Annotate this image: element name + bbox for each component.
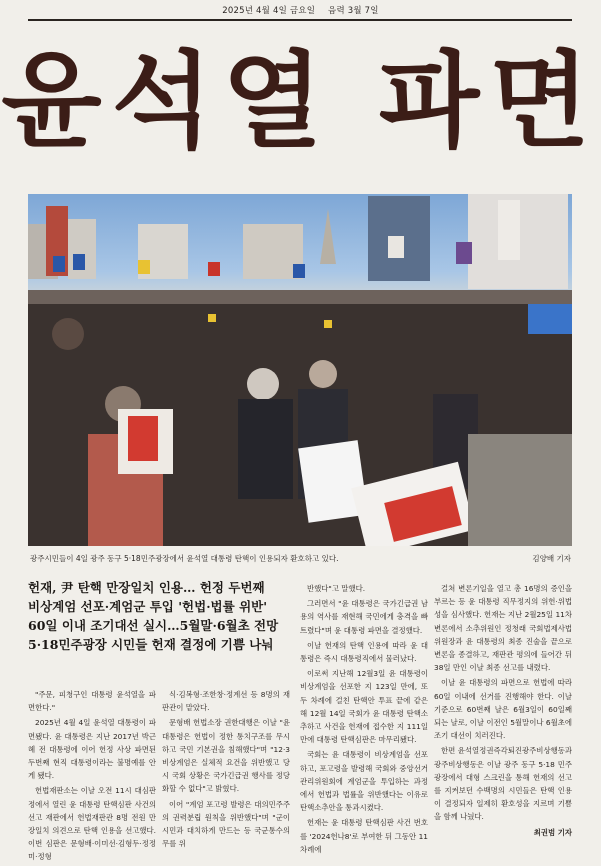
article-column-2 (162, 688, 290, 852)
rally-photo-illustration (28, 194, 572, 546)
flag (388, 236, 404, 258)
article-paragraph: 문형배 헌법소장 권한대행은 이날 "윤 대통령은 헌법이 정한 통치구조를 무시하고 국민 기본권을 침해했다"며 "12·3 비상계엄은 실체적 요건을 위반했고 당시 국회 상황은 국가긴급권 행사를 정당화할 수 없다"고 밝혔다. (162, 718, 290, 794)
subheadlines (28, 578, 290, 654)
article-paragraph: 그러면서 "윤 대통령은 국가긴급권 남용의 역사를 재현해 국민에게 충격을 빠트렸다"며 윤 대통령 파면을 결정했다. (300, 599, 428, 635)
crowd-back (28, 290, 572, 304)
person (309, 360, 337, 388)
flag (456, 242, 472, 264)
dateline-solar: 2025년 4월 4일 금요일 (222, 6, 316, 16)
article-paragraph: 이로써 지난해 12월3일 윤 대통령이 비상계엄을 선포한 지 123일 만에, 또 두 차례에 걸친 탄핵안 투표 끝에 같은 해 12월 14일 국회가 윤 대통령 탄핵소추하고 사건을 헌재에 접수한 지 111일 만에 대통령 탄핵심판은 마무리됐다. (300, 669, 428, 745)
article-paragraph: 이날 헌재의 탄핵 인용에 따라 윤 대통령은 즉시 대통령직에서 물러났다. (300, 640, 428, 664)
article-paragraph: 헌법재판소는 이날 오전 11시 대심판정에서 열린 윤 대통령 탄핵심판 사건의 선고 재판에서 헌법재판관 8명 전원 만장일치 의견으로 탄핵 인용을 선고했다. 이번 심판은 문형배·이미선·김형두·정정미·정형 (28, 786, 156, 862)
article-column-4 (434, 582, 572, 841)
article-paragraph: "주문, 피청구인 대통령 윤석열을 파면한다." (28, 690, 156, 713)
flag (293, 264, 305, 278)
flag (53, 256, 65, 272)
tower (320, 209, 336, 264)
page-headline: 윤석열 파면 (1, 40, 600, 162)
article-column-1 (28, 688, 156, 866)
protest-sign (128, 416, 158, 461)
tent (528, 304, 572, 334)
article-paragraph: 걸쳐 변론기일을 열고 총 16명의 증인을 부르는 등 윤 대통령 직무정지의 위헌·위법성을 심사했다. 헌재는 지난 2월25일 11차 변론에서 소추위원인 정청래 국회법제사법위원장과 윤 대통령의 최종 진술을 끝으로 변론을 종결하고, 재판관 평의에 들어간 뒤 38일 만인 이날 최종 선고를 내렸다. (434, 584, 572, 673)
article-paragraph: 이어 "계엄 포고령 발령은 대의민주주의 권력분립 원칙을 위반했다"며 "군이 시민과 대치하게 만드는 등 국군통수의무를 위 (162, 799, 290, 849)
balloon (208, 314, 216, 322)
photo-caption: 광주시민들이 4일 광주 동구 5·18민주광장에서 윤석열 대통령 탄핵이 인용되자 환호하고 있다. (30, 554, 339, 563)
article-byline: 최권범 기자 (533, 827, 572, 837)
article-paragraph: 한편 윤석열정권즉각퇴진광주비상행동과 광주비상행동은 이날 광주 동구 5·18 민주광장에서 대형 스크린을 통해 헌재의 선고를 지켜보던 수백명의 시민들은 탄핵 인용이 결정되자 일제히 환호성을 지르며 기쁨을 함께 나눴다. (434, 746, 572, 822)
subheadline: 비상계엄 선포·계엄군 투입 '헌법·법률 위반' (28, 599, 268, 614)
news-photo[interactable] (28, 194, 572, 546)
top-rule (28, 19, 572, 21)
flag (73, 254, 85, 270)
dateline (0, 4, 601, 16)
article-paragraph: 이날 윤 대통령의 파면으로 헌법에 따라 60일 이내에 선거를 진행해야 한다. 이날 기준으로 60번째 날은 6월3일이 60일째 되는 날로, 이날 이전인 5월말이나 6월초에 조기 대선이 치러진다. (434, 678, 572, 741)
subheadline: 60일 이내 조기대선 실시…5월말·6월초 전망 (28, 618, 279, 633)
flag (138, 260, 150, 274)
subheadline: 헌재, 尹 탄핵 만장일치 인용… 헌정 두번째 (28, 580, 265, 595)
flag (208, 262, 220, 276)
article-paragraph: 2025년 4월 4일 윤석열 대통령이 파면됐다. 윤 대통령은 지난 2017년 박근혜 전 대통령에 이어 헌정 사상 파면된 두번째 현직 대통령이라는 불명예를 안게 됐다. (28, 718, 156, 781)
article-paragraph: 국회는 윤 대통령이 비상계엄을 선포하고, 포고령을 발령해 국회와 중앙선거관리위원회에 계엄군을 투입하는 과정에서 헌법과 법률을 위반했다는 이유로 탄핵소추안을 통과시켰다. (300, 750, 428, 813)
person (52, 318, 84, 350)
balloon (324, 320, 332, 328)
article-paragraph: 반했다"고 말했다. (307, 584, 366, 593)
pavement (468, 434, 572, 546)
person (247, 368, 279, 400)
dateline-lunar: 음력 3월 7일 (328, 6, 379, 16)
banner (498, 200, 520, 260)
person (238, 399, 293, 499)
article-column-3 (300, 582, 428, 858)
photo-credit: 김양배 기자 (532, 554, 571, 563)
article-paragraph: 식·김복형·조한창·정계선 등 8명의 재판관이 맡았다. (162, 690, 290, 713)
subheadline: 5·18민주광장 시민들 헌재 결정에 기쁨 나눠 (28, 637, 274, 652)
article-paragraph: 헌재는 윤 대통령 탄핵심판 사건 번호를 '2024헌나8'로 부여한 뒤 그동안 11차례에 (300, 818, 428, 854)
